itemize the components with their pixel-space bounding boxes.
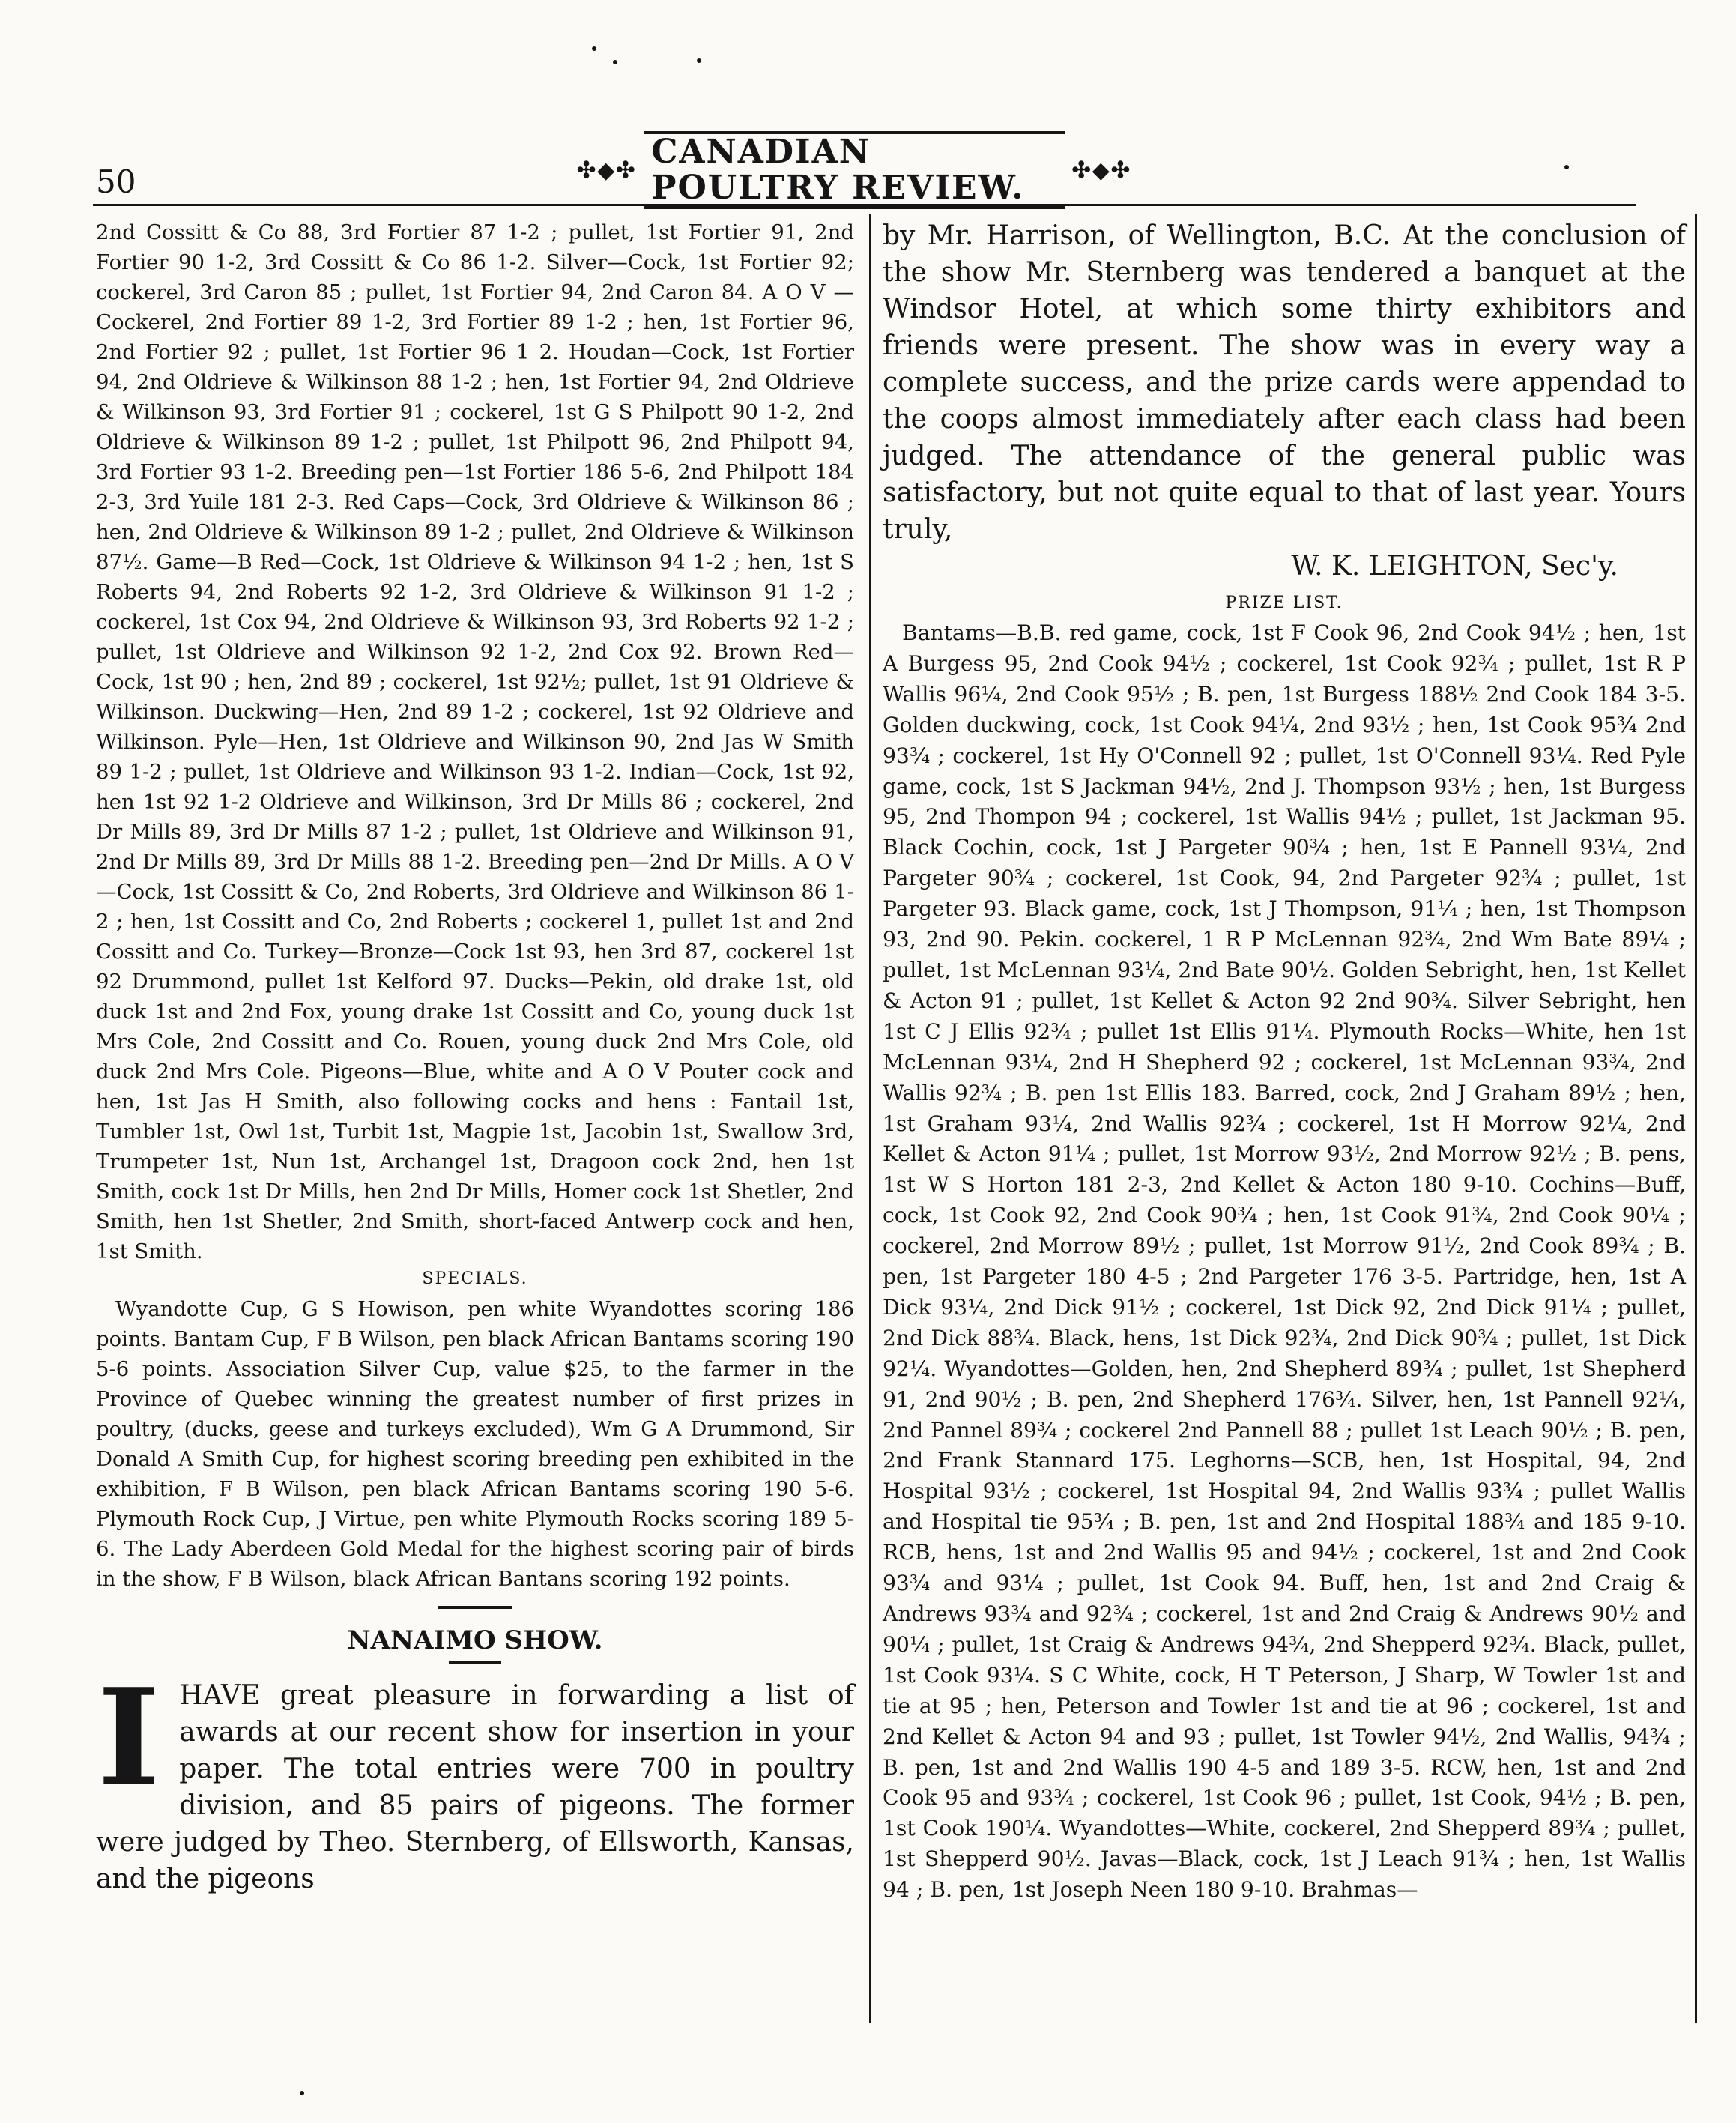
- page-border-right: [1695, 214, 1697, 2023]
- specials-heading: SPECIALS.: [422, 1269, 528, 1288]
- section-rule-2: [449, 1661, 501, 1664]
- montreal-prize-list: 2nd Cossitt & Co 88, 3rd Fortier 87 1-2 ; pullet, 1st Fortier 91, 2nd Fortier 90 1-2, 3rd Cossitt & Co 86 1-2. Silver—Cock, 1st Fortier 92; cockerel, 3rd Caron 85 ; pullet, 1st Fortier 94, 2nd Caron 84. A O V —Cockerel, 2nd Fortier 89 1-2, 3rd Fortier 89 1-2 ; hen, 1st Fortier 96, 2nd Fortier 92 ; pullet, 1st Fortier 96 1 2. Houdan—Cock, 1st Fortier 94, 2nd Oldrieve & Wilkinson 88 1-2 ; hen, 1st Fortier 94, 2nd Oldrieve & Wilkinson 93, 3rd Fortier 91 ; cockerel, 1st G S Philpott 90 1-2, 2nd Oldrieve & Wilkinson 89 1-2 ; pullet, 1st Philpott 96, 2nd Philpott 94, 3rd Fortier 93 1-2. Breeding pen—1st Fortier 186 5-6, 2nd Philpott 184 2-3, 3rd Yuile 181 2-3. Red Caps—Cock, 3rd Oldrieve & Wilkinson 86 ; hen, 2nd Oldrieve & Wilkinson 89 1-2 ; pullet, 2nd Oldrieve & Wilkinson 87½. Game—B Red—Cock, 1st Oldrieve & Wilkinson 94 1-2 ; hen, 1st S Roberts 94, 2nd Roberts 92 1-2, 3rd Oldrieve & Wilkinson 91 1-2 ; cockerel, 1st Cox 94, 2nd Oldrieve & Wilkinson 93, 3rd Roberts 92 1-2 ; pullet, 1st Oldrieve and Wilkinson 92 1-2, 2nd Cox 92. Brown Red—Cock, 1st 90 ; hen, 2nd 89 ; cockerel, 1st 92½; pullet, 1st 91 Oldrieve & Wilkinson. Duckwing—Hen, 2nd 89 1-2 ; cockerel, 1st 92 Oldrieve and Wilkinson. Pyle—Hen, 1st Oldrieve and Wilkinson 90, 2nd Jas W Smith 89 1-2 ; pullet, 1st Oldrieve and Wilkinson 93 1-2. Indian—Cock, 1st 92, hen 1st 92 1-2 Oldrieve and Wilkinson, 3rd Dr Mills 86 ; cockerel, 2nd Dr Mills 89, 3rd Dr Mills 87 1-2 ; pullet, 1st Oldrieve and Wilkinson 91, 2nd Dr Mills 89, 3rd Dr Mills 88 1-2. Breeding pen—2nd Dr Mills. A O V —Cock, 1st Cossitt & Co, 2nd Roberts, 3rd Oldrieve and Wilkinson 86 1-2 ; hen, 1st Cossitt and Co, 2nd Roberts ; cockerel 1, pullet 1st and 2nd Cossitt and Co. Turkey—Bronze—Cock 1st 93, hen 3rd 87, cockerel 1st 92 Drummond, pullet 1st Kelford 97. Ducks—Pekin, old drake 1st, old duck 1st and 2nd Fox, young drake 1st Cossitt and Co, young duck 1st Mrs Cole, 2nd Cossitt and Co. Rouen, young duck 2nd Mrs Cole, old duck 2nd Mrs Cole. Pigeons—Blue, white and A O V Pouter cock and hen, 1st Jas H Smith, also following cocks and hens : Fantail 1st, Tumbler 1st, Owl 1st, Turbit 1st, Magpie 1st, Jacobin 1st, Swallow 3rd, Trumpeter 1st, Nun 1st, Archangel 1st, Dragoon cock 2nd, hen 1st Smith, cock 1st Dr Mills, hen 2nd Dr Mills, Homer cock 1st Shetler, 2nd Smith, hen 1st Shetler, 2nd Smith, short-faced Antwerp cock and hen, 1st Smith.: [96, 220, 854, 1263]
- nanaimo-show-title: NANAIMO SHOW.: [347, 1625, 603, 1655]
- page-number: 50: [96, 163, 136, 200]
- speck: [592, 46, 596, 51]
- header-rule: [93, 204, 1636, 206]
- nanaimo-letter-text: HAVE great pleasure in forwarding a list of awards at our recent show for insertion in your paper. The total entries were 700 in poultry division, and 85 pairs of pigeons. The former were judged by Theo. Sternberg, of Ellsworth, Kansas, and the pigeons: [96, 1680, 854, 1894]
- right-column: [883, 217, 1686, 1906]
- ornament-left-icon: ✣◆✣: [577, 157, 637, 184]
- column-divider: [869, 214, 871, 2023]
- signature: W. K. LEIGHTON, Sec'y.: [1291, 551, 1618, 582]
- speck: [300, 2091, 304, 2095]
- ornament-right-icon: ✣◆✣: [1071, 157, 1131, 184]
- specials-text: Wyandotte Cup, G S Howison, pen white Wyandottes scoring 186 points. Bantam Cup, F B Wilson, pen black African Bantams scoring 190 5-6 points. Association Silver Cup, value $25, to the farmer in the Province of Quebec winning the greatest number of first prizes in poultry, (ducks, geese and turkeys excluded), Wm G A Drummond, Sir Donald A Smith Cup, for highest scoring breeding pen exhibited in the exhibition, F B Wilson, pen black African Bantams scoring 190 5-6. Plymouth Rock Cup, J Virtue, pen white Plymouth Rocks scoring 189 5-6. The Lady Aberdeen Gold Medal for the highest scoring pair of birds in the show, F B Wilson, black African Bantans scoring 192 points.: [96, 1297, 854, 1591]
- prize-list-heading: PRIZE LIST.: [1225, 594, 1343, 612]
- speck: [1564, 165, 1569, 169]
- drop-cap: I: [97, 1659, 160, 1816]
- speck: [697, 58, 701, 63]
- masthead-text: CANADIAN POULTRY REVIEW.: [644, 131, 1064, 209]
- masthead-title: [569, 133, 1139, 207]
- left-column: [96, 217, 854, 1897]
- nanaimo-letter-continued: by Mr. Harrison, of Wellington, B.C. At the conclusion of the show Mr. Sternberg was tendered a banquet at the Windsor Hotel, at which some thirty exhibitors and friends were present. The show was in every way a complete success, and the prize cards were appendad to the coops almost immediately after each class had been judged. The attendance of the general public was satisfactory, but not quite equal to that of last year. Yours truly,: [883, 220, 1686, 545]
- speck: [613, 60, 617, 64]
- section-rule: [438, 1606, 512, 1609]
- nanaimo-letter-start: [96, 1659, 854, 1897]
- nanaimo-prize-list: Bantams—B.B. red game, cock, 1st F Cook 96, 2nd Cook 94½ ; hen, 1st A Burgess 95, 2nd Cook 94½ ; cockerel, 1st Cook 92¾ ; pullet, 1st R P Wallis 96¼, 2nd Cook 95½ ; B. pen, 1st Burgess 188½ 2nd Cook 184 3-5. Golden duckwing, cock, 1st Cook 94¼, 2nd 93½ ; hen, 1st Cook 95¾ 2nd 93¾ ; cockerel, 1st Hy O'Connell 92 ; pullet, 1st O'Connell 93¼. Red Pyle game, cock, 1st S Jackman 94½, 2nd J. Thompson 93½ ; hen, 1st Burgess 95, 2nd Thompon 94 ; cockerel, 1st Wallis 94½ ; pullet, 1st Jackman 95. Black Cochin, cock, 1st J Pargeter 90¾ ; hen, 1st E Pannell 93¼, 2nd Pargeter 90¾ ; cockerel, 1st Cook, 94, 2nd Pargeter 92¾ ; pullet, 1st Pargeter 93. Black game, cock, 1st J Thompson, 91¼ ; hen, 1st Thompson 93, 2nd 90. Pekin. cockerel, 1 R P McLennan 92¾, 2nd Wm Bate 89¼ ; pullet, 1st McLennan 93¼, 2nd Bate 90½. Golden Sebright, hen, 1st Kellet & Acton 91 ; pullet, 1st Kellet & Acton 92 2nd 90¾. Silver Sebright, hen 1st C J Ellis 92¾ ; pullet 1st Ellis 91¼. Plymouth Rocks—White, hen 1st McLennan 93¼, 2nd H Shepherd 92 ; cockerel, 1st McLennan 93¾, 2nd Wallis 92¾ ; B. pen 1st Ellis 183. Barred, cock, 2nd J Graham 89½ ; hen, 1st Graham 93¼, 2nd Wallis 92¾ ; cockerel, 1st H Morrow 92¼, 2nd Kellet & Acton 91¼ ; pullet, 1st Morrow 93½, 2nd Morrow 92½ ; B. pens, 1st W S Horton 181 2-3, 2nd Kellet & Acton 180 9-10. Cochins—Buff, cock, 1st Cook 92, 2nd Cook 90¾ ; hen, 1st Cook 91¾, 2nd Cook 90¼ ; cockerel, 2nd Morrow 89½ ; pullet, 1st Morrow 91½, 2nd Cook 89¾ ; B. pen, 1st Pargeter 180 4-5 ; 2nd Pargeter 176 3-5. Partridge, hen, 1st A Dick 93¼, 2nd Dick 91½ ; cockerel, 1st Dick 92, 2nd Dick 91¼ ; pullet, 2nd Dick 88¾. Black, hens, 1st Dick 92¾, 2nd Dick 90¾ ; pullet, 1st Dick 92¼. Wyandottes—Golden, hen, 2nd Shepherd 89¾ ; pullet, 1st Shepherd 91, 2nd 90½ ; B. pen, 2nd Shepherd 176¾. Silver, hen, 1st Pannell 92¼, 2nd Pannel 89¾ ; cockerel 2nd Pannell 88 ; pullet 1st Leach 90½ ; B. pen, 2nd Frank Stannard 175. Leghorns—SCB, hen, 1st Hospital, 94, 2nd Hospital 93½ ; cockerel, 1st Hospital 94, 2nd Wallis 93¾ ; pullet Wallis and Hospital tie 95¾ ; B. pen, 1st and 2nd Hospital 188¾ and 185 9-10. RCB, hens, 1st and 2nd Wallis 95 and 94½ ; cockerel, 1st and 2nd Cook 93¾ and 93¼ ; pullet, 1st Cook 94. Buff, hen, 1st and 2nd Craig & Andrews 93¾ and 92¾ ; cockerel, 1st and 2nd Craig & Andrews 90½ and 90¼ ; pullet, 1st Craig & Andrews 94¾, 2nd Shepperd 92¾. Black, pullet, 1st Cook 93¼. S C White, cock, H T Peterson, J Sharp, W Towler 1st and tie at 95 ; hen, Peterson and Towler 1st and tie at 96 ; cockerel, 1st and 2nd Kellet & Acton 94 and 93 ; pullet, 1st Towler 94½, 2nd Wallis, 94¾ ; B. pen, 1st and 2nd Wallis 190 4-5 and 189 3-5. RCW, hen, 1st and 2nd Cook 95 and 93¾ ; cockerel, 1st Cook 96 ; pullet, 1st Cook, 94½ ; B. pen, 1st Cook 190¼. Wyandottes—White, cockerel, 2nd Shepperd 89¾ ; pullet, 1st Shepperd 90½. Javas—Black, cock, 1st J Leach 91¾ ; hen, 1st Wallis 94 ; B. pen, 1st Joseph Neen 180 9-10. Brahmas—: [883, 620, 1686, 1903]
